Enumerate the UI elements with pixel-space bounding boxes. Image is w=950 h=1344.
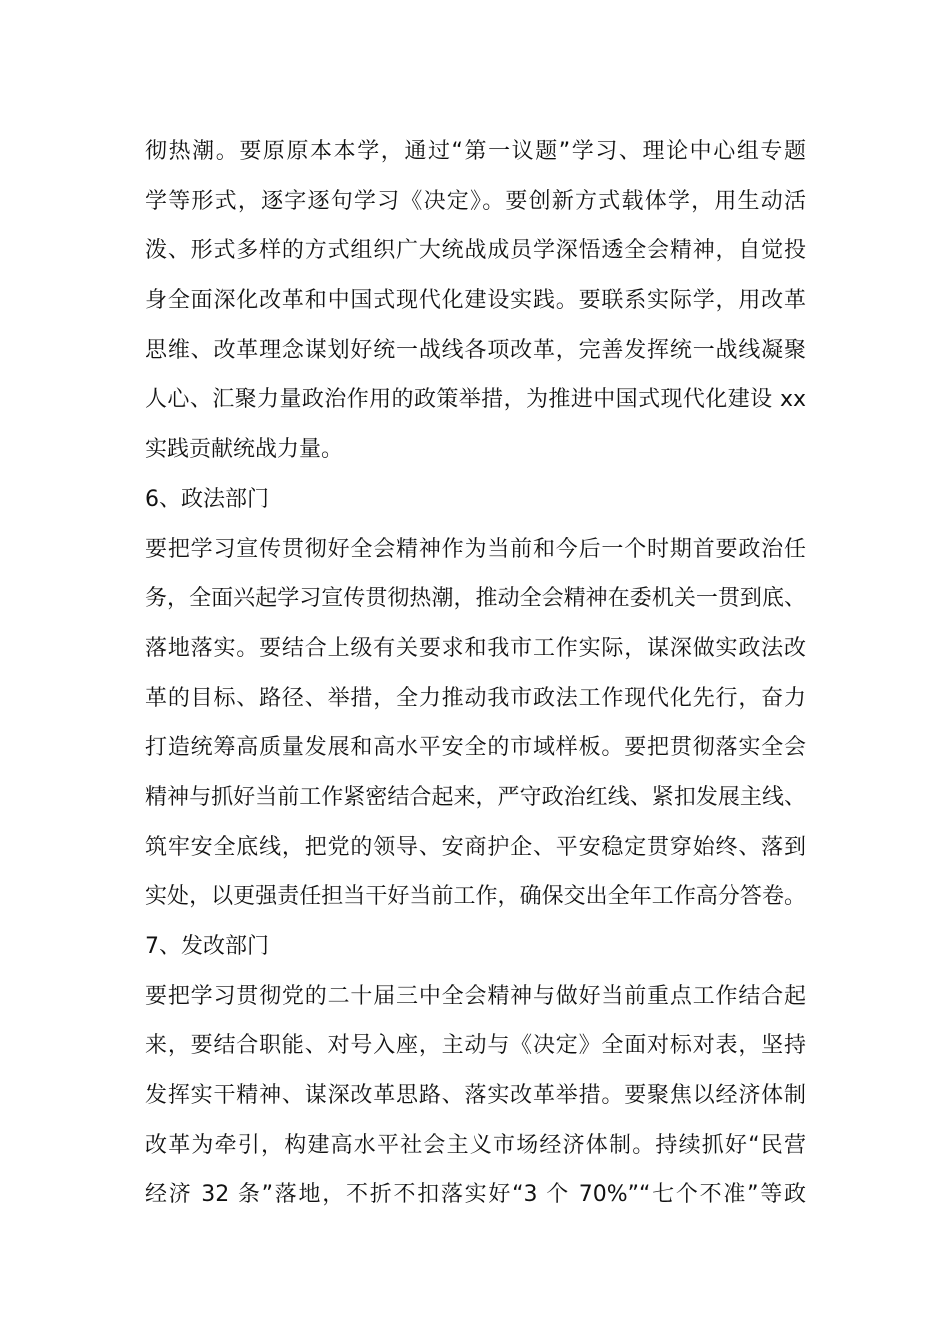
paragraph-line: 身全面深化改革和中国式现代化建设实践。要联系实际学，用改革 [145,288,806,314]
section-heading: 7、发改部门 [145,934,269,959]
paragraph-line: 人心、汇聚力量政治作用的政策举措，为推进中国式现代化建设 xx [145,387,806,413]
paragraph-line: 泼、形式多样的方式组织广大统战成员学深悟透全会精神，自觉投 [145,238,806,264]
paragraph-line: 要把学习贯彻党的二十届三中全会精神与做好当前重点工作结合起 [145,983,806,1009]
paragraph-line: 思维、改革理念谋划好统一战线各项改革，完善发挥统一战线凝聚 [145,337,806,363]
paragraph-line: 经济 32 条”落地，不折不扣落实好“3 个 70%”“七个不准”等政 [145,1182,806,1208]
paragraph-line: 打造统筹高质量发展和高水平安全的市域样板。要把贯彻落实全会 [145,735,806,761]
paragraph-line: 革的目标、路径、举措，全力推动我市政法工作现代化先行，奋力 [145,685,806,711]
paragraph-line: 改革为牵引，构建高水平社会主义市场经济体制。持续抓好“民营 [145,1132,806,1158]
document-page [145,127,806,1220]
paragraph-line: 来，要结合职能、对号入座，主动与《决定》全面对标对表，坚持 [145,1033,806,1059]
paragraph-line: 实践贡献统战力量。 [145,437,344,463]
paragraph-line: 学等形式，逐字逐句学习《决定》。要创新方式载体学，用生动活 [145,188,806,214]
paragraph-line: 落地落实。要结合上级有关要求和我市工作实际，谋深做实政法改 [145,635,806,661]
paragraph-line: 彻热潮。要原原本本学，通过“第一议题”学习、理论中心组专题 [145,139,806,164]
paragraph-line: 筑牢安全底线，把党的领导、安商护企、平安稳定贯穿始终、落到 [145,834,806,860]
paragraph-line: 务，全面兴起学习宣传贯彻热潮，推动全会精神在委机关一贯到底、 [145,586,806,612]
paragraph-line: 要把学习宣传贯彻好全会精神作为当前和今后一个时期首要政治任 [145,536,806,562]
paragraph-line: 实处，以更强责任担当干好当前工作，确保交出全年工作高分答卷。 [145,884,806,910]
paragraph-line: 精神与抓好当前工作紧密结合起来，严守政治红线、紧扣发展主线、 [145,784,806,810]
section-heading: 6、政法部门 [145,486,269,512]
paragraph-line: 发挥实干精神、谋深改革思路、落实改革举措。要聚焦以经济体制 [145,1083,806,1109]
